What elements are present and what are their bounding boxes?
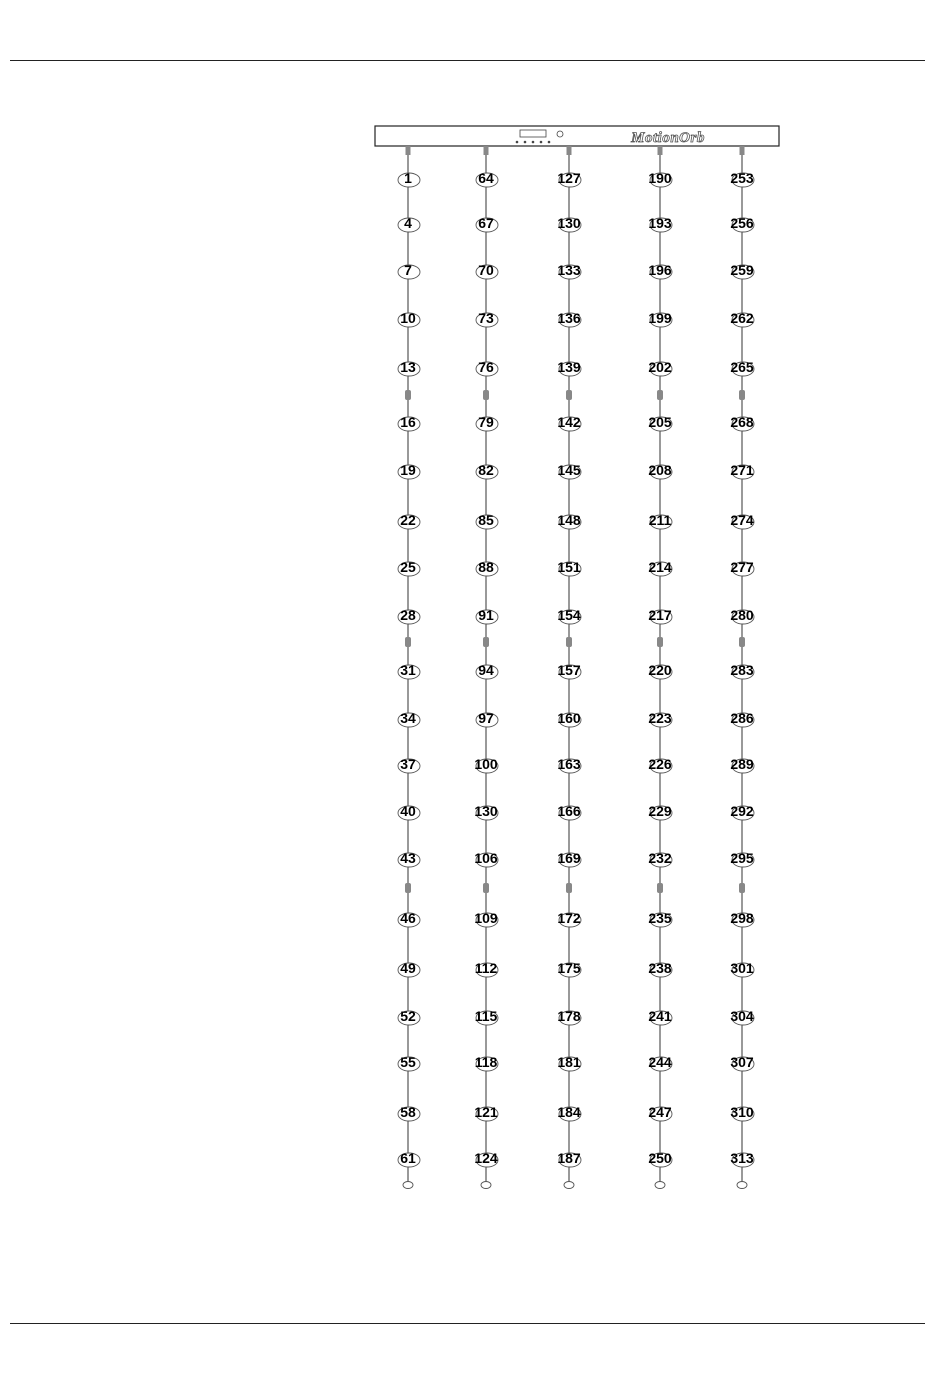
orb-number: 247: [648, 1104, 672, 1120]
inline-connector: [566, 390, 572, 400]
orb-number: 13: [400, 359, 416, 375]
orb-number: 154: [557, 607, 581, 623]
orb-number: 148: [557, 512, 581, 528]
inline-connector: [405, 390, 411, 400]
orb-number: 1: [404, 170, 412, 186]
orb-number: 268: [730, 414, 754, 430]
inline-connector: [657, 637, 663, 647]
orb-number: 244: [648, 1054, 672, 1070]
top-plug: [567, 146, 572, 155]
inline-connector: [739, 637, 745, 647]
orb-number: 163: [557, 756, 581, 772]
orb-number: 202: [648, 359, 672, 375]
orb-number: 31: [400, 662, 416, 678]
orb-string: [398, 146, 420, 1189]
orb-number: 121: [474, 1104, 498, 1120]
orb-number: 226: [648, 756, 672, 772]
orb-number: 253: [730, 170, 754, 186]
orb-number: 178: [557, 1008, 581, 1024]
orb-number: 214: [648, 559, 672, 575]
orb-number: 16: [400, 414, 416, 430]
orb-number: 208: [648, 462, 672, 478]
orb-number: 100: [474, 756, 498, 772]
orb-number: 232: [648, 850, 672, 866]
orb-number: 40: [400, 803, 416, 819]
orb-number: 157: [557, 662, 581, 678]
orb-number: 127: [557, 170, 581, 186]
orb-number: 289: [730, 756, 754, 772]
orb-number: 205: [648, 414, 672, 430]
orb-string: [474, 146, 498, 1189]
end-cap: [655, 1182, 665, 1189]
inline-connector: [405, 637, 411, 647]
orb-number: 211: [648, 512, 672, 528]
display-screen: [520, 130, 546, 137]
orb-number: 217: [648, 607, 672, 623]
orb-string: [557, 146, 581, 1189]
orb-number: 283: [730, 662, 754, 678]
orb-number: 70: [478, 262, 494, 278]
orb-number: 241: [648, 1008, 672, 1024]
orb-number: 88: [478, 559, 494, 575]
orb-number: 130: [474, 803, 498, 819]
end-cap: [481, 1182, 491, 1189]
orb-number: 115: [474, 1008, 498, 1024]
orb-number: 307: [730, 1054, 754, 1070]
orb-number: 259: [730, 262, 754, 278]
orb-number: 172: [557, 910, 581, 926]
orb-number: 37: [400, 756, 416, 772]
orb-number: 223: [648, 710, 672, 726]
strings: [398, 146, 754, 1189]
orb-number: 130: [557, 215, 581, 231]
inline-connector: [483, 390, 489, 400]
inline-connector: [657, 883, 663, 893]
orb-number: 190: [648, 170, 672, 186]
orb-number: 292: [730, 803, 754, 819]
orb-number: 82: [478, 462, 494, 478]
orb-number: 133: [557, 262, 581, 278]
orb-number: 139: [557, 359, 581, 375]
orb-number: 184: [557, 1104, 581, 1120]
orb-number: 286: [730, 710, 754, 726]
orb-number: 46: [400, 910, 416, 926]
end-cap: [737, 1182, 747, 1189]
end-cap: [403, 1182, 413, 1189]
orb-number: 256: [730, 215, 754, 231]
inline-connector: [566, 637, 572, 647]
orb-number: 64: [478, 170, 494, 186]
orb-number: 142: [557, 414, 581, 430]
orb-number: 196: [648, 262, 672, 278]
orb-number: 229: [648, 803, 672, 819]
orb-number: 52: [400, 1008, 416, 1024]
orb-number: 4: [404, 215, 412, 231]
orb-number: 274: [730, 512, 754, 528]
inline-connector: [657, 390, 663, 400]
orb-number: 22: [400, 512, 416, 528]
orb-number: 151: [557, 559, 581, 575]
orb-number: 238: [648, 960, 672, 976]
orb-number: 175: [557, 960, 581, 976]
orb-number: 193: [648, 215, 672, 231]
orb-number: 145: [557, 462, 581, 478]
orb-number: 76: [478, 359, 494, 375]
inline-connector: [739, 883, 745, 893]
orb-number: 43: [400, 850, 416, 866]
orb-number: 91: [478, 607, 494, 623]
orb-number: 97: [478, 710, 494, 726]
orb-number: 277: [730, 559, 754, 575]
end-cap: [564, 1182, 574, 1189]
orb-number: 220: [648, 662, 672, 678]
orb-number: 55: [400, 1054, 416, 1070]
orb-number: 298: [730, 910, 754, 926]
orb-number: 49: [400, 960, 416, 976]
orb-number: 301: [730, 960, 754, 976]
orb-number: 10: [400, 310, 416, 326]
orb-number: 250: [648, 1150, 672, 1166]
footer-rule: [10, 1323, 925, 1324]
orb-number: 295: [730, 850, 754, 866]
orb-string: [730, 146, 754, 1189]
orb-number: 67: [478, 215, 494, 231]
orb-number: 94: [478, 662, 494, 678]
orb-number: 19: [400, 462, 416, 478]
orb-number: 79: [478, 414, 494, 430]
orb-number: 58: [400, 1104, 416, 1120]
inline-connector: [405, 883, 411, 893]
orb-number: 73: [478, 310, 494, 326]
inline-connector: [483, 883, 489, 893]
orb-number: 136: [557, 310, 581, 326]
inline-connector: [483, 637, 489, 647]
inline-connector: [566, 883, 572, 893]
orb-number: 169: [557, 850, 581, 866]
orb-number: 235: [648, 910, 672, 926]
orb-number: 160: [557, 710, 581, 726]
orb-number: 112: [474, 960, 498, 976]
controller-box: [375, 126, 779, 146]
orb-number: 310: [730, 1104, 754, 1120]
top-plug: [406, 146, 411, 155]
orb-number: 199: [648, 310, 672, 326]
orb-number: 109: [474, 910, 498, 926]
orb-number: 106: [474, 850, 498, 866]
orb-number: 181: [557, 1054, 581, 1070]
orb-number: 85: [478, 512, 494, 528]
orb-number: 25: [400, 559, 416, 575]
orb-number: 187: [557, 1150, 581, 1166]
orb-number: 61: [400, 1150, 416, 1166]
orb-string: [648, 146, 672, 1189]
orb-number: 28: [400, 607, 416, 623]
orb-number: 118: [474, 1054, 498, 1070]
inline-connector: [739, 390, 745, 400]
top-plug: [740, 146, 745, 155]
orb-number: 280: [730, 607, 754, 623]
top-plug: [658, 146, 663, 155]
orb-number: 124: [474, 1150, 498, 1166]
orb-number: 7: [404, 262, 412, 278]
orb-number: 262: [730, 310, 754, 326]
top-plug: [484, 146, 489, 155]
orb-number: 304: [730, 1008, 754, 1024]
orb-number: 271: [730, 462, 754, 478]
orb-number: 313: [730, 1150, 754, 1166]
brand-logo: MotionOrb: [631, 130, 705, 146]
orb-number: 265: [730, 359, 754, 375]
orb-number: 166: [557, 803, 581, 819]
orb-number: 34: [400, 710, 416, 726]
